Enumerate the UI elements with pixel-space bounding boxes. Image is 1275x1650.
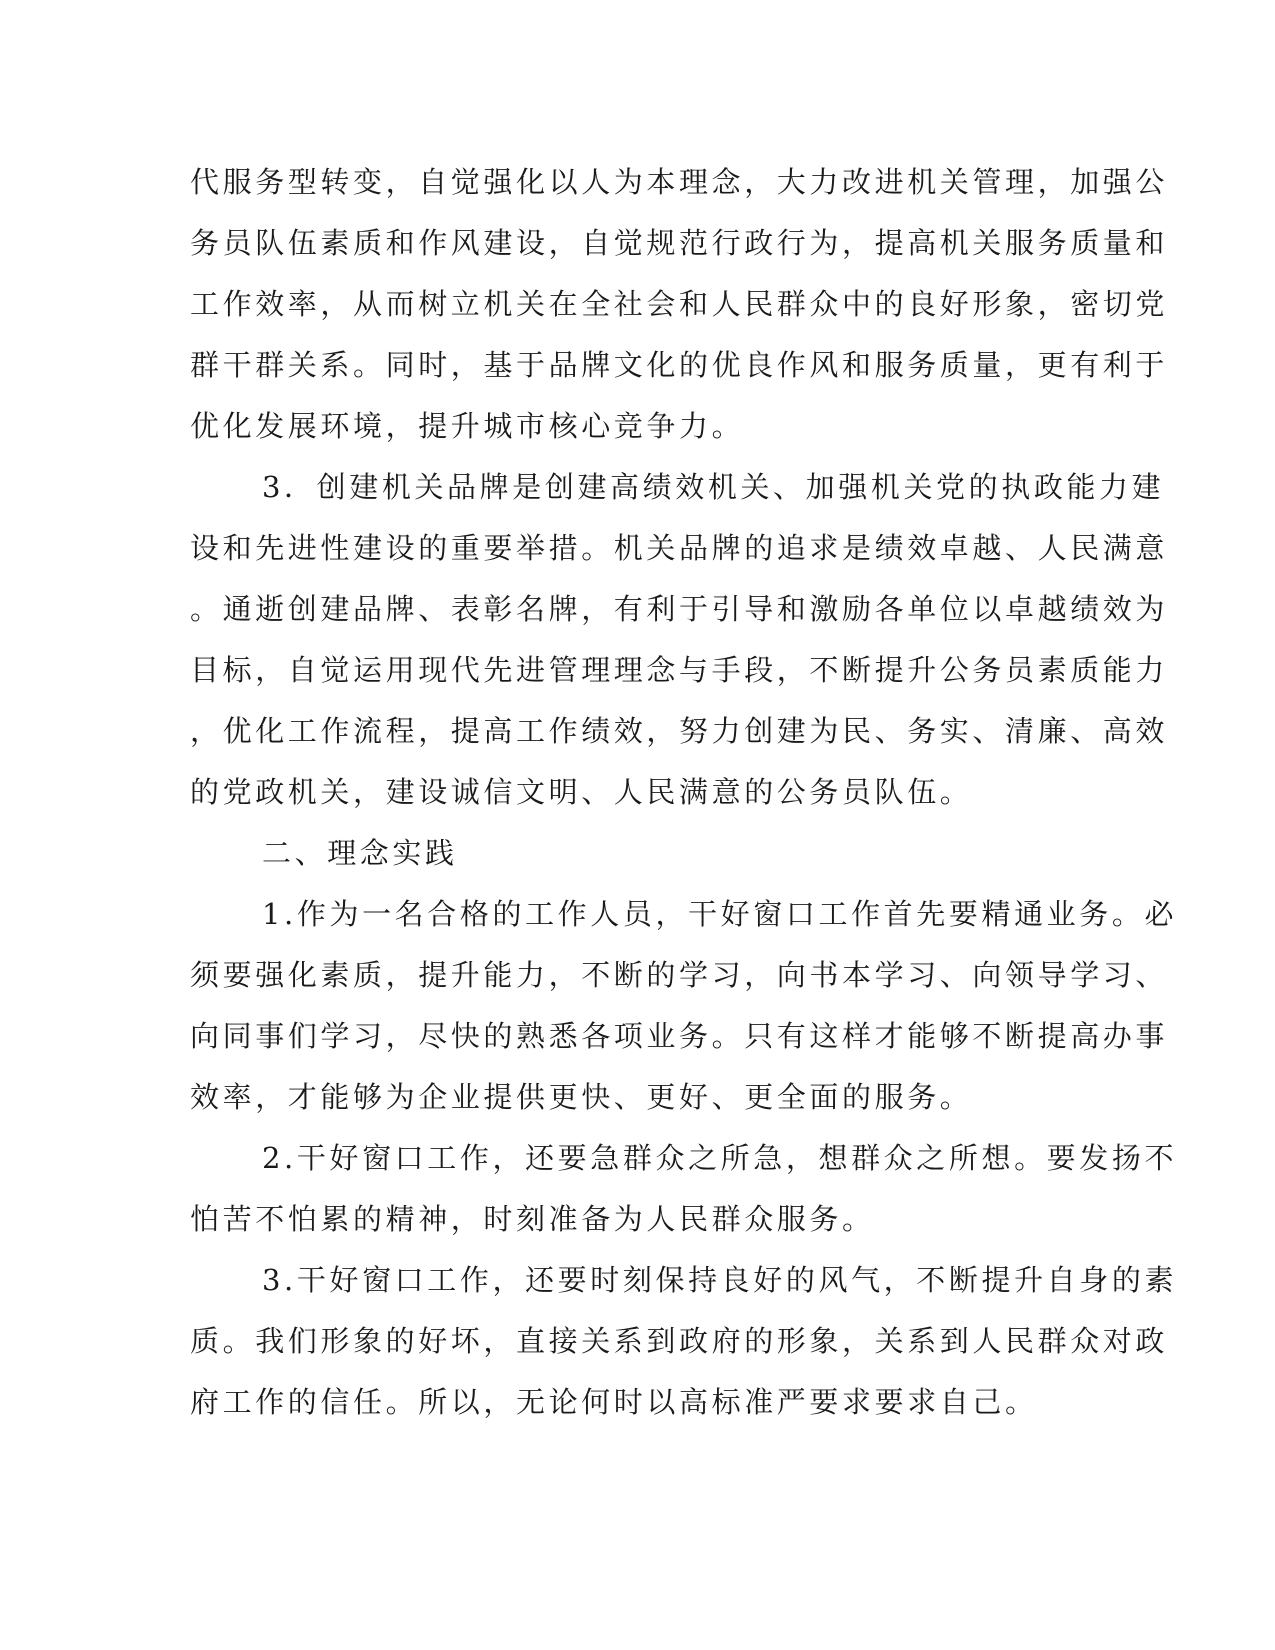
text-line: 府工作的信任。所以，无论何时以高标准严要求要求自己。 xyxy=(190,1385,1038,1419)
text-line: 须要强化素质，提升能力，不断的学习，向书本学习、向领导学习、 xyxy=(190,958,1169,992)
text-line: 设和先进性建设的重要举措。机关品牌的追求是绩效卓越、人民满意 xyxy=(190,531,1169,565)
text-line: 质。我们形象的好坏，直接关系到政府的形象，关系到人民群众对政 xyxy=(190,1324,1169,1358)
paragraph-start-line: 3．创建机关品牌是创建高绩效机关、加强机关党的执政能力建 xyxy=(262,470,1165,504)
section-heading: 二、理念实践 xyxy=(262,836,458,870)
text-line: 效率，才能够为企业提供更快、更好、更全面的服务。 xyxy=(190,1080,973,1114)
text-line: 目标，自觉运用现代先进管理理念与手段，不断提升公务员素质能力 xyxy=(190,653,1169,687)
text-line: 怕苦不怕累的精神，时刻准备为人民群众服务。 xyxy=(190,1202,875,1236)
text-line: 群干群关系。同时，基于品牌文化的优良作风和服务质量，更有利于 xyxy=(190,348,1169,382)
text-line: ，优化工作流程，提高工作绩效，努力创建为民、务实、清廉、高效 xyxy=(190,714,1169,748)
paragraph-start-line: 2.干好窗口工作，还要急群众之所急，想群众之所想。要发扬不 xyxy=(262,1141,1178,1175)
document-body xyxy=(190,152,1178,1433)
paragraph-start-line: 1.作为一名合格的工作人员，干好窗口工作首先要精通业务。必 xyxy=(262,897,1178,931)
text-line: 工作效率，从而树立机关在全社会和人民群众中的良好形象，密切党 xyxy=(190,287,1169,321)
paragraph-start-line: 3.干好窗口工作，还要时刻保持良好的风气，不断提升自身的素 xyxy=(262,1263,1178,1297)
text-line: 向同事们学习，尽快的熟悉各项业务。只有这样才能够不断提高办事 xyxy=(190,1019,1169,1053)
text-line: 优化发展环境，提升城市核心竞争力。 xyxy=(190,409,745,443)
text-line: 。通逝创建品牌、表彰名牌，有利于引导和激励各单位以卓越绩效为 xyxy=(190,592,1169,626)
text-line: 务员队伍素质和作风建设，自觉规范行政行为，提高机关服务质量和 xyxy=(190,226,1169,260)
text-line: 的党政机关，建设诚信文明、人民满意的公务员队伍。 xyxy=(190,775,973,809)
text-line: 代服务型转变，自觉强化以人为本理念，大力改进机关管理，加强公 xyxy=(190,165,1169,199)
